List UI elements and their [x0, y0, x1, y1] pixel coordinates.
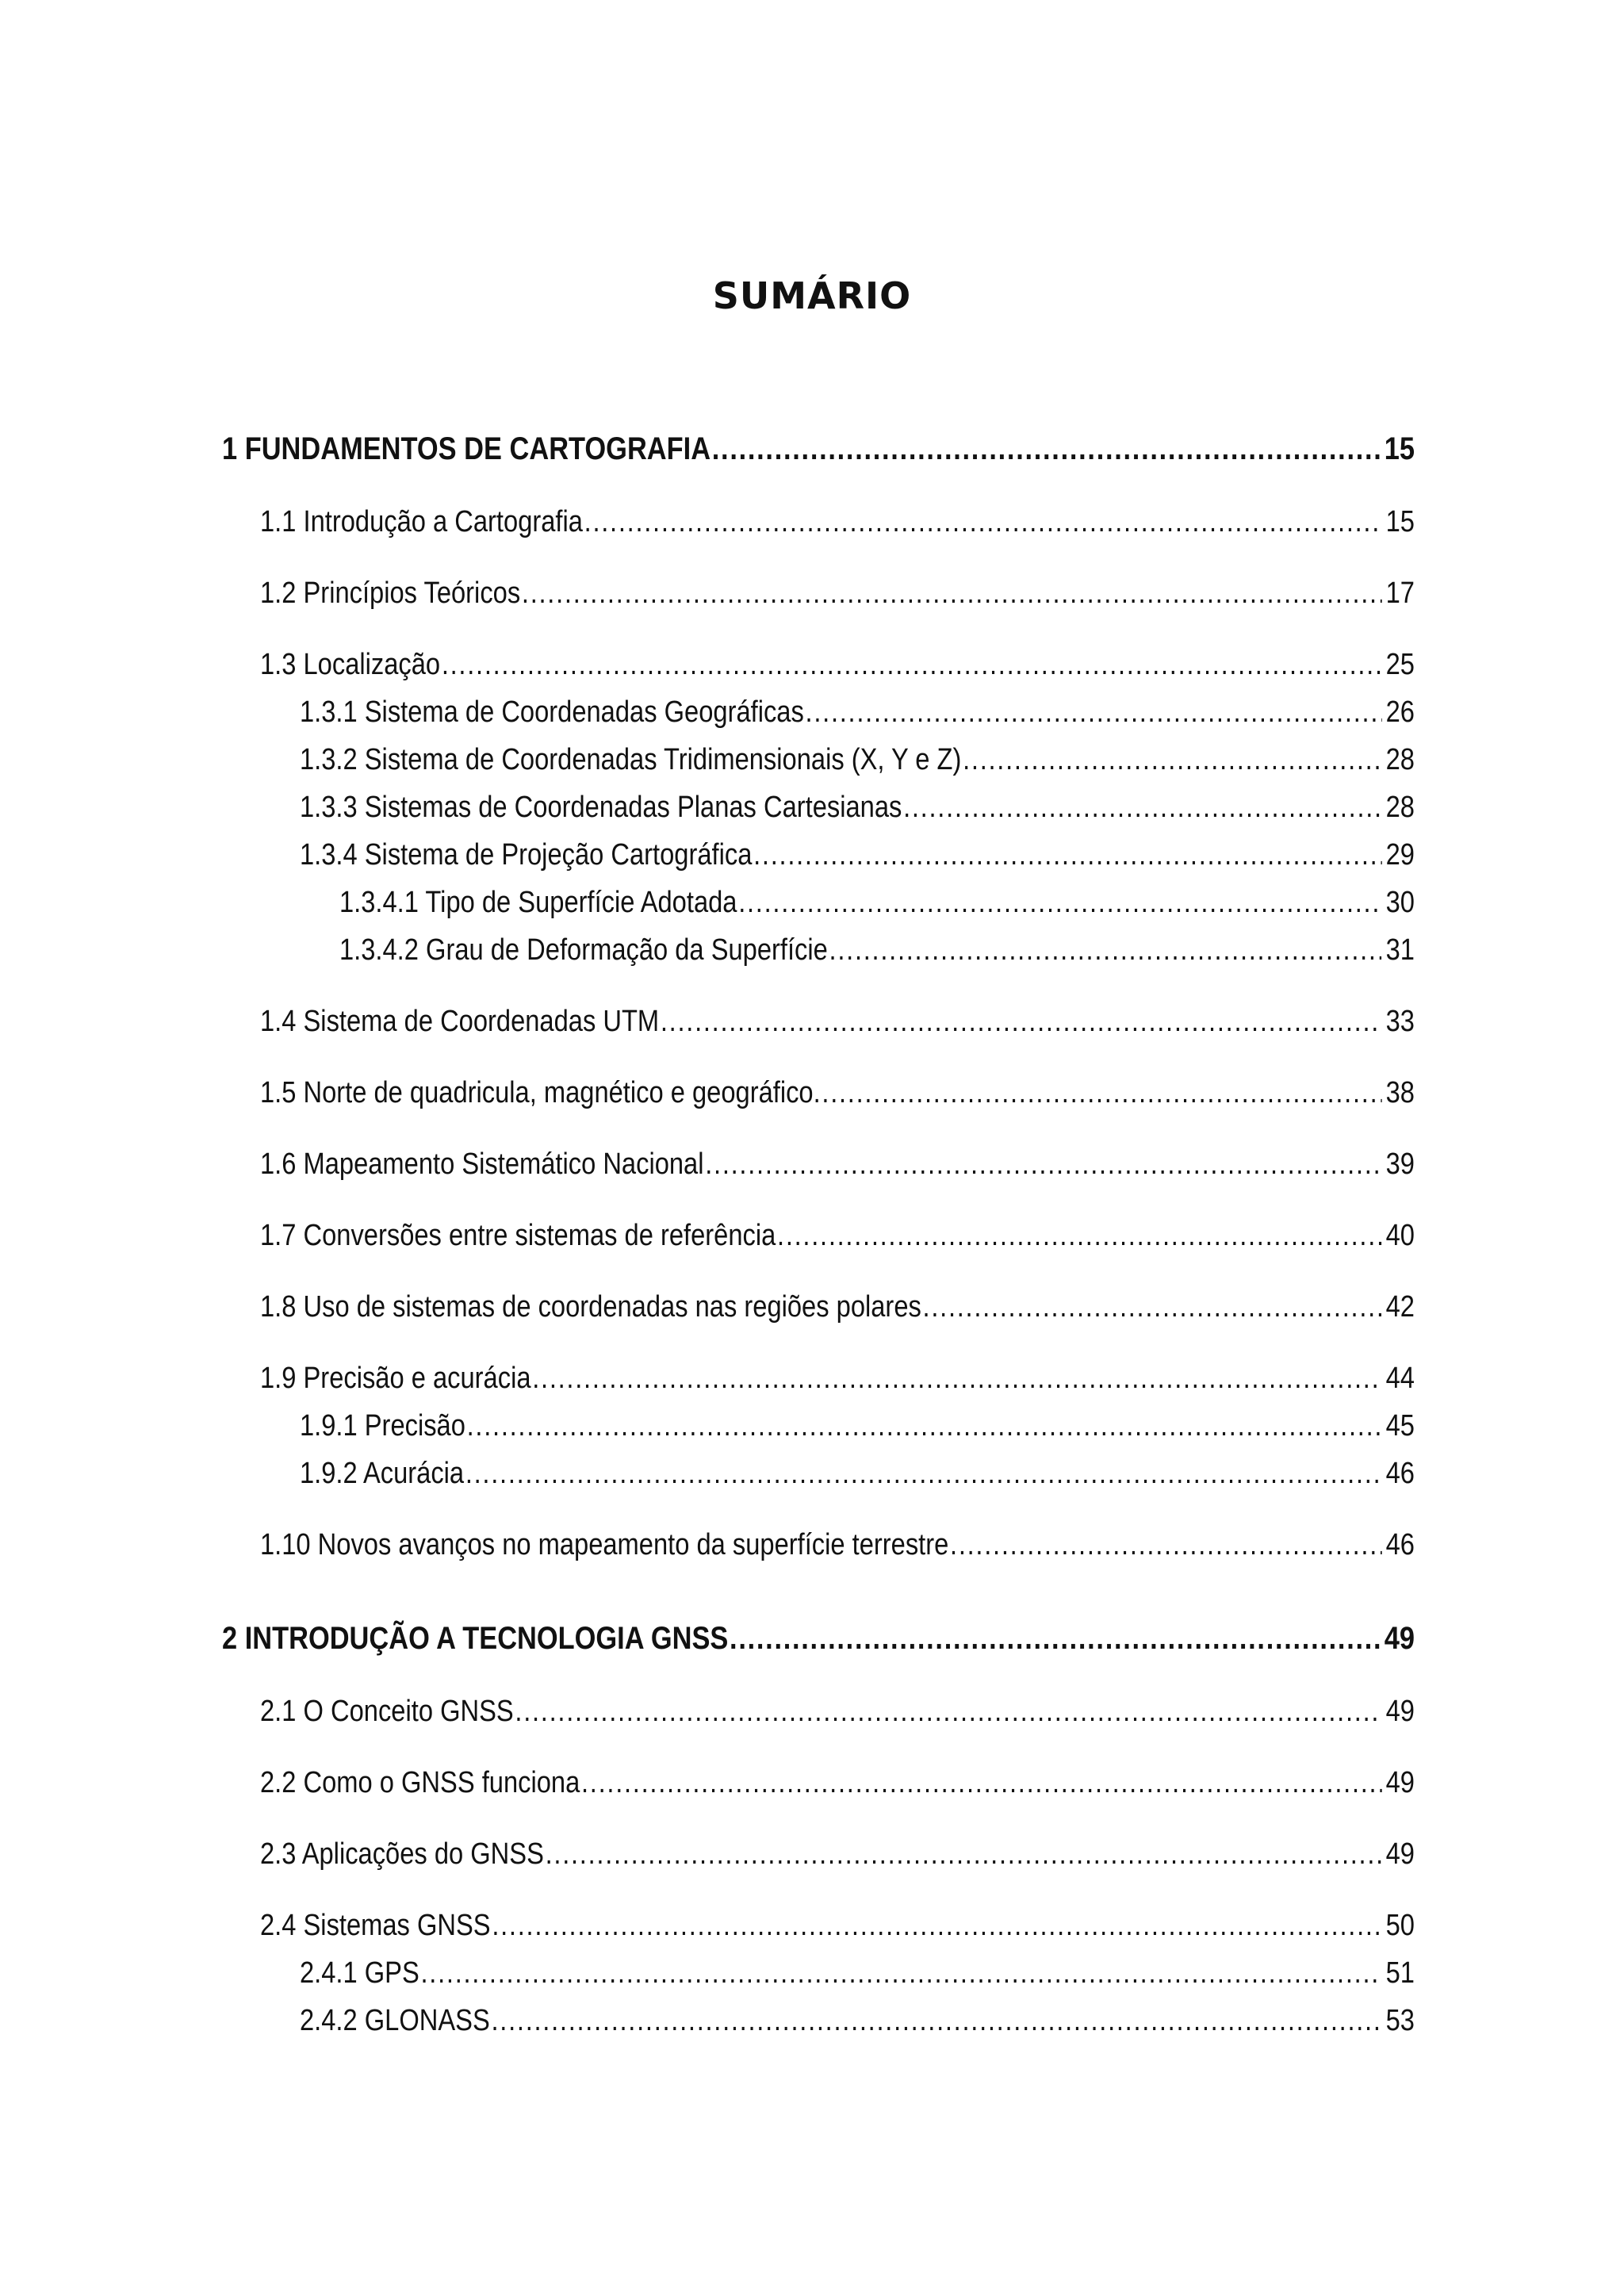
toc-page-number: 30 — [1385, 886, 1415, 919]
toc-entry[interactable] — [260, 500, 1415, 544]
toc-entry-label: 2.4 Sistemas GNSS — [260, 1909, 491, 1942]
toc-page-number: 53 — [1385, 2004, 1415, 2037]
toc-leader-dots — [467, 1404, 1382, 1448]
toc-entry[interactable] — [300, 785, 1415, 829]
toc-page-number: 46 — [1385, 1457, 1415, 1490]
toc-entry[interactable] — [222, 427, 1415, 471]
toc-entry[interactable] — [300, 1951, 1415, 1995]
toc-leader-dots — [546, 1832, 1382, 1876]
toc-page-number: 29 — [1385, 838, 1415, 872]
toc-page-number: 49 — [1384, 1621, 1415, 1656]
toc-entry-label: 1.5 Norte de quadricula, magnético e geográfico. — [260, 1076, 821, 1109]
toc-leader-dots — [532, 1356, 1381, 1400]
toc-leader-dots — [806, 690, 1382, 734]
toc-entry[interactable] — [300, 1404, 1415, 1448]
toc-entry-label: 1.3.4 Sistema de Projeção Cartográfica — [300, 838, 753, 872]
toc-page-number: 17 — [1385, 577, 1415, 610]
toc-page-number: 50 — [1385, 1909, 1415, 1942]
toc-page-number: 33 — [1385, 1005, 1415, 1038]
toc-entry-label: 1.6 Mapeamento Sistemático Nacional — [260, 1148, 704, 1181]
toc-page-number: 25 — [1385, 648, 1415, 681]
toc-entry[interactable] — [300, 690, 1415, 734]
toc-page-number: 39 — [1385, 1148, 1415, 1181]
toc-entry[interactable] — [260, 1356, 1415, 1400]
toc-page-number: 49 — [1385, 1766, 1415, 1799]
toc-leader-dots — [584, 500, 1382, 544]
toc-page-number: 40 — [1385, 1219, 1415, 1252]
toc-entry-label: 1.3.2 Sistema de Coordenadas Tridimensionais (X, Y e Z) — [300, 743, 962, 776]
toc-entry[interactable] — [260, 1142, 1415, 1186]
toc-page-number: 28 — [1385, 791, 1415, 824]
toc-entry[interactable] — [339, 928, 1415, 972]
toc-entry-label: 1.4 Sistema de Coordenadas UTM — [260, 1005, 660, 1038]
toc-leader-dots — [963, 738, 1381, 782]
toc-entry[interactable] — [260, 1832, 1415, 1876]
toc-entry-label: 1.3.4.2 Grau de Deformação da Superfície — [339, 933, 828, 967]
toc-leader-dots — [738, 880, 1381, 925]
toc-entry-label: 1.3.1 Sistema de Coordenadas Geográficas — [300, 695, 804, 729]
toc-entry[interactable] — [260, 1761, 1415, 1805]
toc-entry-label: 2.2 Como o GNSS funciona — [260, 1766, 580, 1799]
toc-page-number: 15 — [1384, 431, 1415, 466]
toc-leader-dots — [442, 642, 1382, 687]
toc-entry-label: 2.4.1 GPS — [300, 1956, 419, 1990]
toc-entry-label: 1 FUNDAMENTOS DE CARTOGRAFIA — [222, 431, 711, 466]
toc-entry[interactable] — [260, 1213, 1415, 1258]
toc-leader-dots — [522, 571, 1382, 615]
toc-page-number: 31 — [1385, 933, 1415, 967]
toc-entry[interactable] — [260, 999, 1415, 1044]
toc-entry-label: 2 INTRODUÇÃO A TECNOLOGIA GNSS — [222, 1621, 729, 1656]
toc-leader-dots — [753, 833, 1381, 877]
toc-leader-dots — [515, 1689, 1381, 1734]
toc-leader-dots — [421, 1951, 1382, 1995]
toc-leader-dots — [923, 1285, 1382, 1329]
toc-entry-label: 2.4.2 GLONASS — [300, 2004, 490, 2037]
toc-entry-label: 1.3 Localização — [260, 648, 441, 681]
toc-leader-dots — [465, 1451, 1382, 1496]
toc-page-number: 49 — [1385, 1695, 1415, 1728]
toc-entry[interactable] — [260, 571, 1415, 615]
toc-leader-dots — [492, 1903, 1381, 1948]
toc-entry[interactable] — [222, 1616, 1415, 1661]
toc-page-number: 15 — [1385, 505, 1415, 538]
toc-entry[interactable] — [339, 880, 1415, 925]
toc-page-number: 26 — [1385, 695, 1415, 729]
toc-page-number: 51 — [1385, 1956, 1415, 1990]
toc-entry-label: 1.10 Novos avanços no mapeamento da superfície terrestre — [260, 1528, 949, 1561]
toc-entry-label: 1.9.2 Acurácia — [300, 1457, 465, 1490]
toc-entry[interactable] — [300, 833, 1415, 877]
toc-entry-label: 1.3.3 Sistemas de Coordenadas Planas Cartesianas — [300, 791, 902, 824]
toc-entry-label: 1.9 Precisão e acurácia — [260, 1362, 531, 1395]
toc-page-number: 44 — [1385, 1362, 1415, 1395]
toc-leader-dots — [705, 1142, 1381, 1186]
toc-page-number: 49 — [1385, 1837, 1415, 1871]
toc-leader-dots — [712, 427, 1381, 471]
toc-leader-dots — [730, 1616, 1381, 1661]
toc-entry-label: 1.3.4.1 Tipo de Superfície Adotada — [339, 886, 737, 919]
toc-leader-dots — [829, 928, 1382, 972]
toc-leader-dots — [581, 1761, 1381, 1805]
toc-leader-dots — [903, 785, 1381, 829]
toc-entry[interactable] — [300, 738, 1415, 782]
toc-entry[interactable] — [300, 1998, 1415, 2043]
toc-entry[interactable] — [260, 1903, 1415, 1948]
toc-page-number: 38 — [1385, 1076, 1415, 1109]
toc-entry[interactable] — [260, 1285, 1415, 1329]
toc-page-number: 45 — [1385, 1409, 1415, 1443]
toc-entry-label: 1.2 Princípios Teóricos — [260, 577, 521, 610]
page-title: SUMÁRIO — [712, 274, 912, 317]
toc-entry-label: 1.7 Conversões entre sistemas de referência — [260, 1219, 776, 1252]
toc-page-number: 46 — [1385, 1528, 1415, 1561]
toc-entry-label: 2.1 O Conceito GNSS — [260, 1695, 514, 1728]
toc-entry-label: 1.9.1 Precisão — [300, 1409, 465, 1443]
toc-entry-label: 1.1 Introdução a Cartografia — [260, 505, 583, 538]
toc-leader-dots — [822, 1071, 1381, 1115]
toc-page-number: 28 — [1385, 743, 1415, 776]
toc-entry-label: 1.8 Uso de sistemas de coordenadas nas regiões polares — [260, 1290, 921, 1324]
toc-entry[interactable] — [260, 642, 1415, 687]
toc-entry-label: 2.3 Aplicações do GNSS — [260, 1837, 544, 1871]
toc-leader-dots — [491, 1998, 1381, 2043]
toc-entry[interactable] — [260, 1071, 1415, 1115]
toc-leader-dots — [661, 999, 1382, 1044]
toc-entry[interactable] — [300, 1451, 1415, 1496]
toc-entry[interactable] — [260, 1689, 1415, 1734]
toc-page-number: 42 — [1385, 1290, 1415, 1324]
toc-leader-dots — [950, 1523, 1381, 1567]
toc-leader-dots — [777, 1213, 1381, 1258]
toc-entry[interactable] — [260, 1523, 1415, 1567]
